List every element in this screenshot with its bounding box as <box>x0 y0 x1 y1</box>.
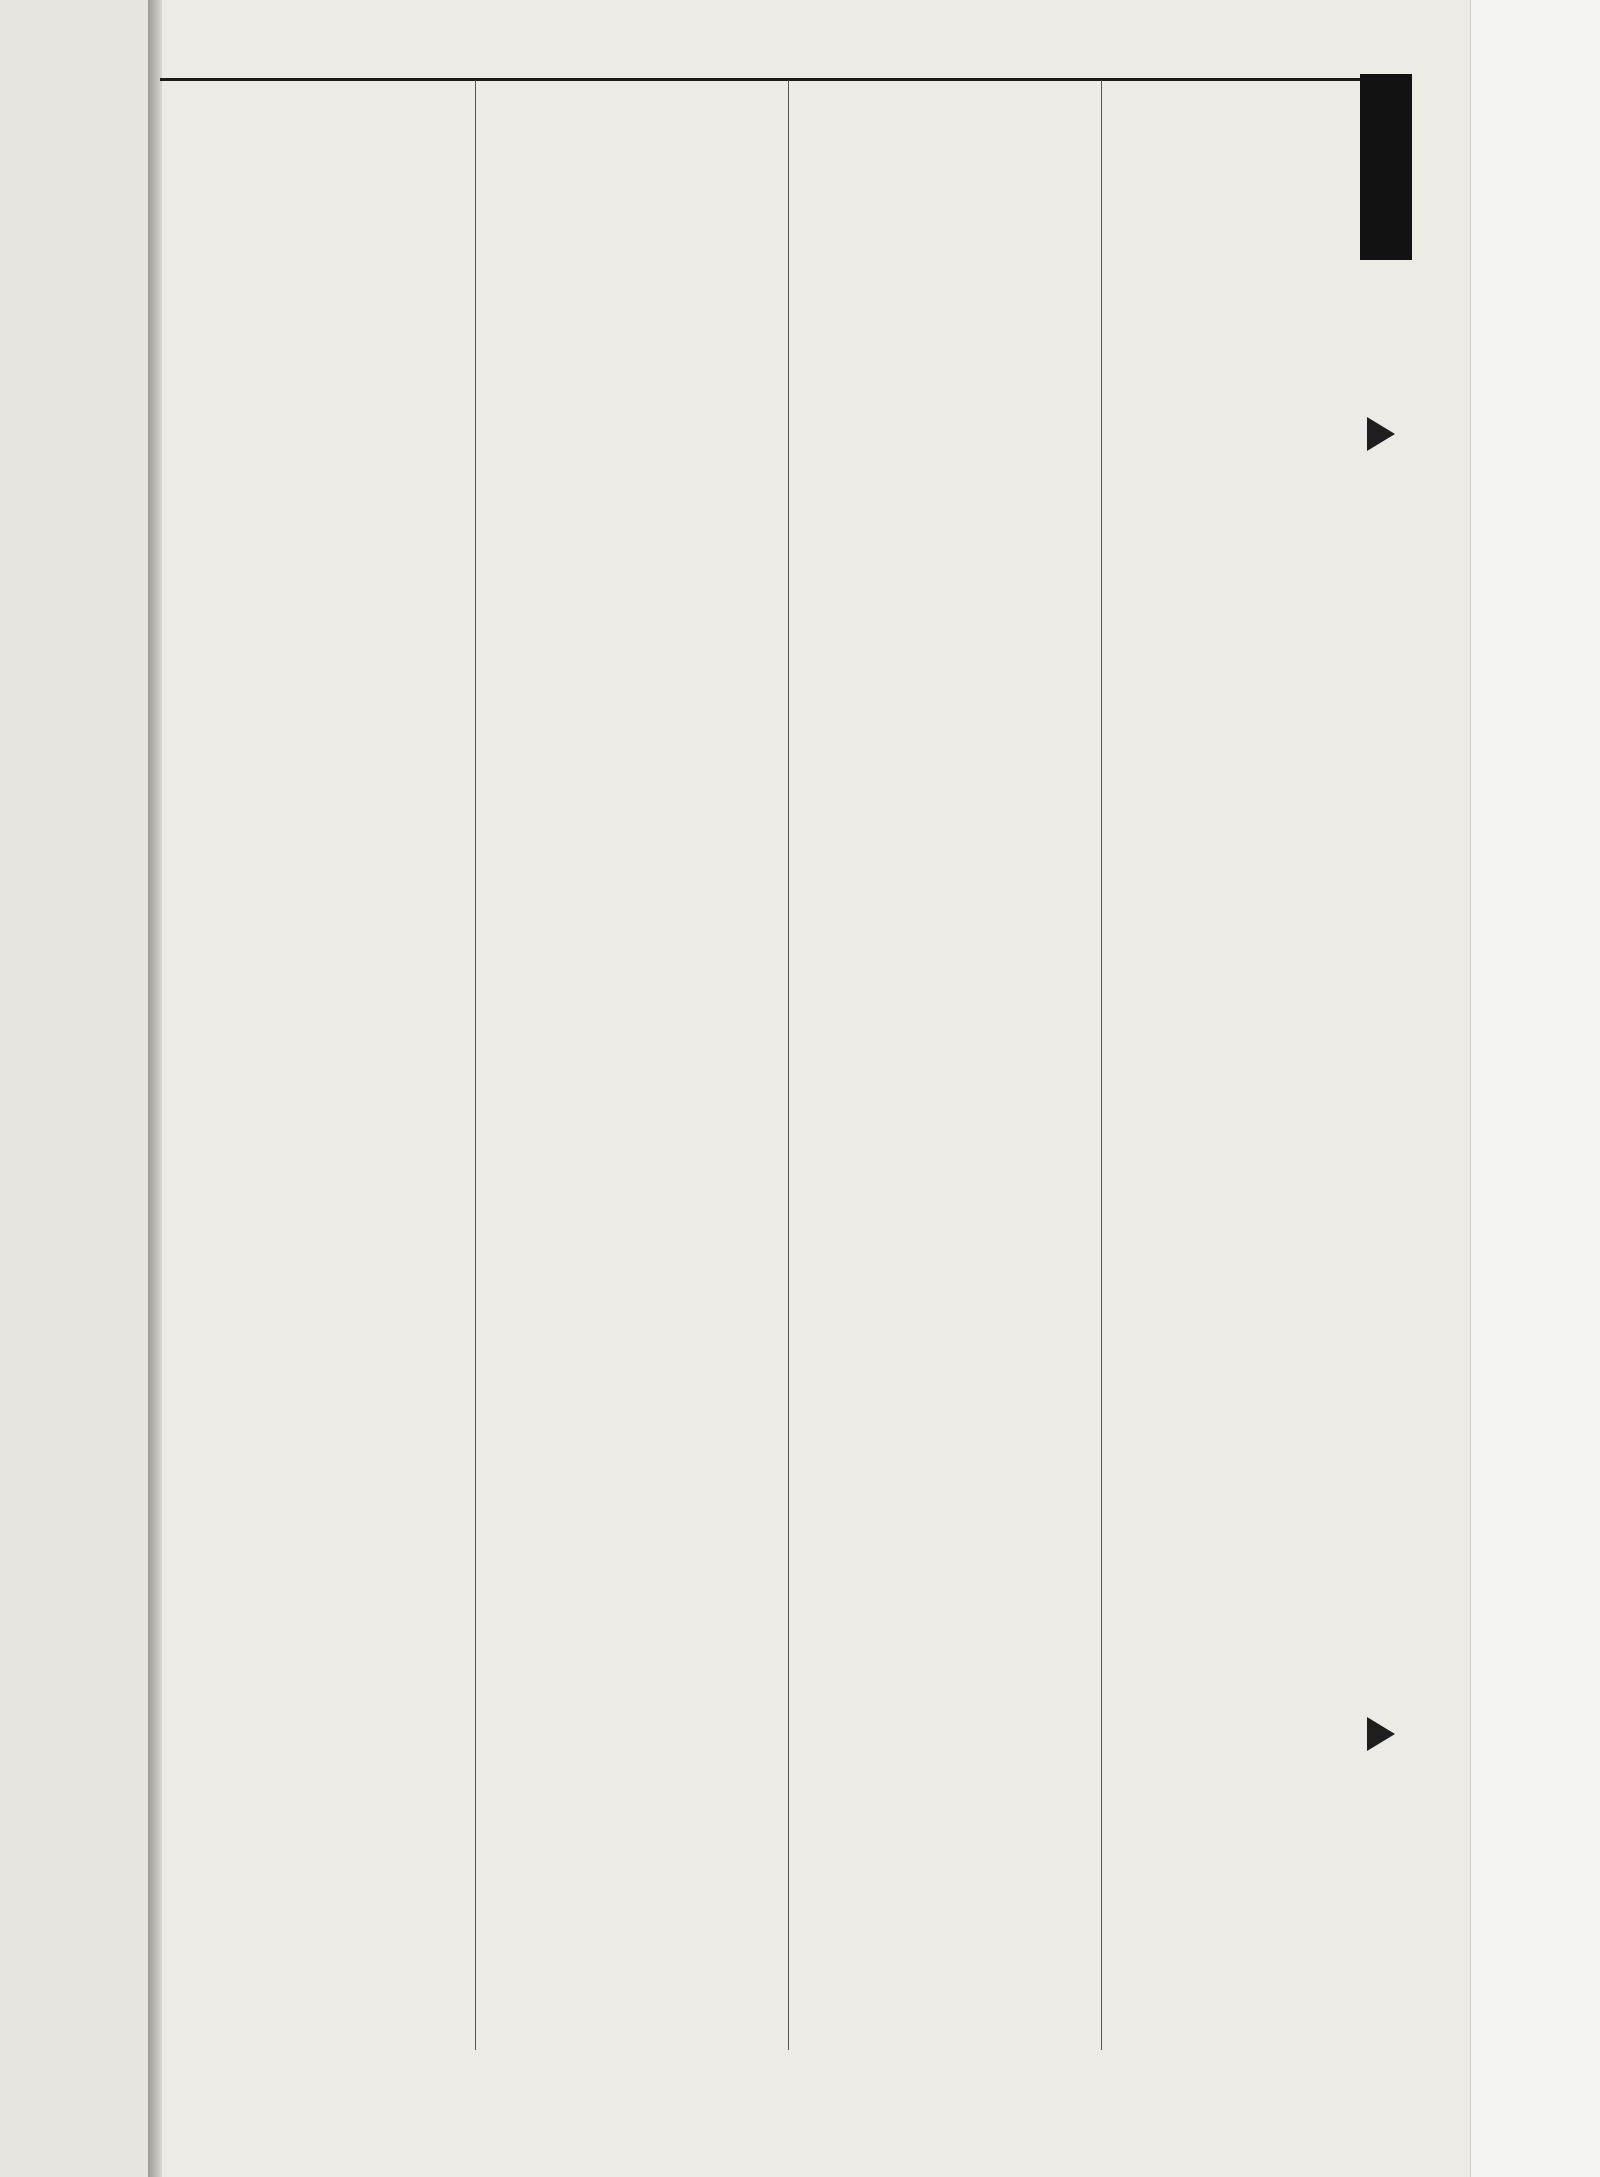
page-header <box>160 20 1410 81</box>
previous-page-strip <box>0 0 149 2177</box>
triangle-icon <box>1367 417 1395 451</box>
hamburg-thumb-tab <box>1360 74 1412 260</box>
side-advertisement <box>1365 480 1405 1680</box>
page-edge <box>1470 0 1600 2177</box>
directory-column-1 <box>162 80 467 2050</box>
book-gutter <box>148 0 162 2177</box>
directory-column-2 <box>475 80 781 2050</box>
triangle-icon <box>1367 1717 1395 1751</box>
directory-column-4 <box>1101 80 1407 2050</box>
directory-column-3 <box>788 80 1094 2050</box>
